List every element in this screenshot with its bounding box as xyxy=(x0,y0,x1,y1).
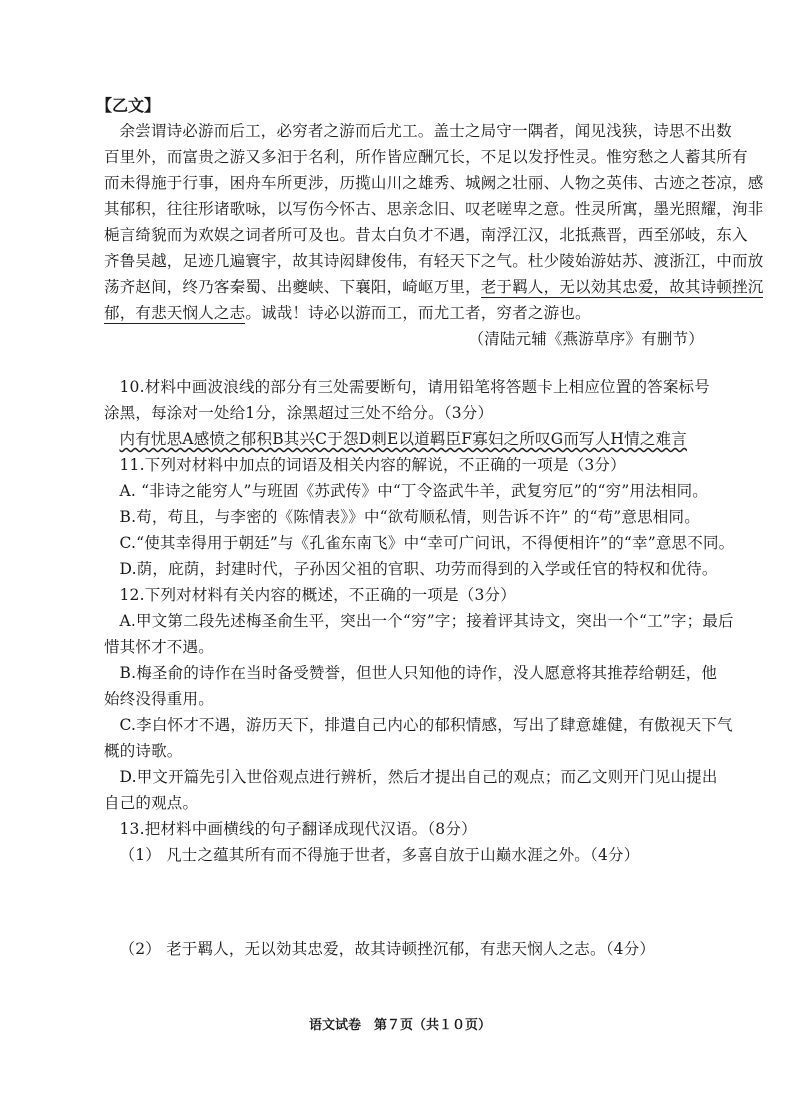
passage-source: （清陆元辅《燕游草序》有删节） xyxy=(468,330,704,348)
question-stem: 12.下列对材料有关内容的概述，不正确的一项是（3分） xyxy=(119,586,516,604)
option-d: D.荫，庇荫，封建时代，子孙因父祖的官职、功劳而得到的入学或任官的特权和优待。 xyxy=(119,560,718,578)
section-title: 【乙文】 xyxy=(96,96,161,115)
passage-line xyxy=(104,300,704,326)
page-footer: 语文试卷 第７页（共１０页） xyxy=(308,1018,491,1033)
question-10 xyxy=(104,374,710,452)
option-b: B.苟，苟且，与李密的《陈情表》》中“欲苟顺私情，则告诉不许” 的“苟”意思相同。 xyxy=(119,508,700,526)
option-c-cont: 概的诗歌。 xyxy=(104,742,183,760)
passage-line: 而未得施于行事，困舟车所更涉，历揽山川之雄秀、城阙之壮丽、人物之英伟、古迹之苍凉，感 xyxy=(104,174,764,192)
option-d: D.甲文开篇先引入世俗观点进行辨析，然后才提出自己的观点；而乙文则开门见山提出 xyxy=(119,768,718,786)
passage-line: 梔言绮貌而为欢娱之词者所可及也。昔太白负才不遇，南浮江汉，北抵燕晋，西至邠岐，东入 xyxy=(104,226,748,244)
option-a-cont: 惜其怀才不遇。 xyxy=(104,638,214,656)
passage-line-text: 。诚哉！诗必以游而工，而尤工者，穷者之游也。 xyxy=(245,304,591,322)
passage-line xyxy=(104,274,764,300)
wavy-line-text xyxy=(104,426,704,452)
passage-line: 余尝谓诗必游而后工，必穷者之游而后尤工。盖士之局守一隅者，闻见浅狭，诗思不出数 xyxy=(119,122,732,140)
option-d-cont: 自己的观点。 xyxy=(104,794,199,812)
passage-line: 齐鲁吴越，足迹几遍寰宇，故其诗闳肆俊伟，有轻天下之气。杜少陵始游姑苏、渡浙江，中而放 xyxy=(104,252,764,270)
underlined-sentence: 老于羁人，无以効其忠爱，故其诗顿挫沉 xyxy=(480,278,764,296)
question-stem: 13.把材料中画横线的句子翻译成现代汉语。（8分） xyxy=(119,820,477,838)
translation-item-1: （1） 凡士之蕴其所有而不得施于世者，多喜自放于山巅水涯之外。（4分） xyxy=(119,846,640,864)
question-13 xyxy=(104,816,704,868)
passage-line: 其郁积，往往形诸歌咏，以写伤今怀古、思亲念旧、叹老嗟卑之意。性灵所寓，墨光照耀，洵非 xyxy=(104,200,764,218)
question-stem: 涂黑，每涂对一处给1分，涂黑超过三处不给分。（3分） xyxy=(104,404,494,422)
translation-item-2: （2） 老于羁人，无以効其忠爱，故其诗顿挫沉郁，有悲天悯人之志。（4分） xyxy=(119,940,656,958)
passage-line-text: 荡齐赵间，终乃客秦蜀、出夔峡、下襄阳，崎岖万里， xyxy=(104,278,481,296)
underlined-sentence: 郁，有悲天悯人之志 xyxy=(104,304,246,322)
question-13-item-2 xyxy=(104,936,704,962)
question-11 xyxy=(104,452,735,582)
option-a: A. “非诗之能穷人”与班固《苏武传》中“丁令盗武牛羊，武复穷厄”的“穷”用法相同。 xyxy=(119,482,708,500)
question-stem: 11.下列对材料中加点的词语及相关内容的解说，不正确的一项是（3分） xyxy=(119,456,626,474)
option-b-cont: 始终没得重用。 xyxy=(104,690,214,708)
option-c: C.李白怀才不遇，游历天下，排遣自己内心的郁积情感，写出了肆意雄健，有傲视天下气 xyxy=(119,716,733,734)
question-stem: 10.材料中画波浪线的部分有三处需要断句，请用铅笔将答题卡上相应位置的答案标号 xyxy=(119,378,710,396)
wavy-underlined-text: 内有忧思A感愤之郁积B其兴C于怨D刺E以道羁臣F寡妇之所叹G而写人H情之难言 xyxy=(119,430,687,448)
passage-line: 百里外，而富贵之游又多汩于名利，所作皆应酬冗长，不足以发抒性灵。惟穷愁之人蓄其所有 xyxy=(104,148,748,166)
option-c: C.“使其幸得用于朝廷”与《孔雀东南飞》中“幸可广问讯，不得便相许”的“幸”意思不同。 xyxy=(119,534,735,552)
passage xyxy=(104,118,764,352)
question-12 xyxy=(104,582,734,816)
option-b: B.梅圣俞的诗作在当时备受赞誉，但世人只知他的诗作，没人愿意将其推荐给朝廷，他 xyxy=(119,664,718,682)
option-a: A.甲文第二段先述梅圣俞生平，突出一个“穷”字；接着评其诗文，突出一个“工”字；最后 xyxy=(119,612,734,630)
